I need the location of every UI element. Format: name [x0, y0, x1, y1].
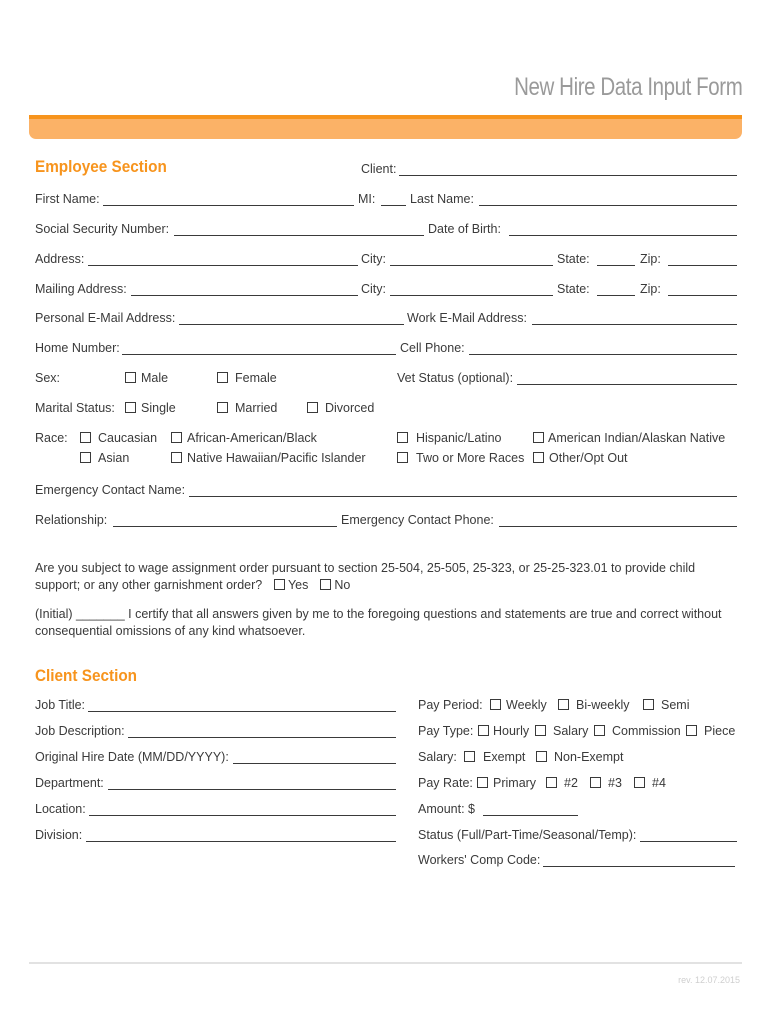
semi-label: Semi: [661, 698, 690, 712]
workers-comp-label: Workers' Comp Code:: [418, 853, 541, 867]
pay-rate-label: Pay Rate:: [418, 776, 473, 790]
garnishment-no-label: No: [334, 578, 351, 592]
male-label: Male: [141, 371, 169, 385]
hourly-label: Hourly: [493, 724, 530, 738]
client-label: Client:: [361, 162, 397, 176]
client-section-heading: Client Section: [35, 666, 138, 685]
other-opt-out-checkbox[interactable]: [533, 452, 544, 463]
biweekly-label: Bi-weekly: [576, 698, 630, 712]
sex-label: Sex:: [35, 371, 61, 385]
footer-divider: [29, 962, 742, 964]
mailing-address-label: Mailing Address:: [35, 282, 127, 296]
biweekly-checkbox[interactable]: [558, 699, 569, 710]
garnishment-no-checkbox[interactable]: [320, 579, 331, 590]
mailing-address-field[interactable]: [131, 295, 358, 296]
dob-field[interactable]: [509, 235, 737, 236]
vet-status-field[interactable]: [517, 384, 737, 385]
workers-comp-field[interactable]: [543, 866, 735, 867]
cell-phone-field[interactable]: [469, 354, 737, 355]
two-or-more-label: Two or More Races: [416, 451, 525, 465]
non-exempt-label: Non-Exempt: [554, 750, 624, 764]
mailing-zip-field[interactable]: [668, 295, 737, 296]
african-american-checkbox[interactable]: [171, 432, 182, 443]
dob-label: Date of Birth:: [428, 222, 501, 236]
state-label: State:: [557, 252, 590, 266]
married-label: Married: [235, 401, 278, 415]
initial-field[interactable]: (Initial) _______: [35, 607, 125, 621]
ssn-label: Social Security Number:: [35, 222, 170, 236]
ssn-field[interactable]: [174, 235, 424, 236]
garnishment-yes-checkbox[interactable]: [274, 579, 285, 590]
employee-section-heading: Employee Section: [35, 157, 167, 176]
vet-status-label: Vet Status (optional):: [397, 371, 514, 385]
city-field[interactable]: [390, 265, 553, 266]
divorced-checkbox[interactable]: [307, 402, 318, 413]
piece-label: Piece: [704, 724, 736, 738]
garnishment-yes-label: Yes: [287, 578, 309, 592]
other-opt-out-label: Other/Opt Out: [549, 451, 628, 465]
home-number-field[interactable]: [122, 354, 396, 355]
relationship-label: Relationship:: [35, 513, 108, 527]
american-indian-label: American Indian/Alaskan Native: [548, 431, 726, 445]
state-field[interactable]: [597, 265, 635, 266]
home-number-label: Home Number:: [35, 341, 120, 355]
first-name-field[interactable]: [103, 205, 354, 206]
mi-field[interactable]: [381, 205, 406, 206]
last-name-label: Last Name:: [410, 192, 474, 206]
address-label: Address:: [35, 252, 85, 266]
exempt-label: Exempt: [483, 750, 526, 764]
address-field[interactable]: [88, 265, 358, 266]
status-label: Status (Full/Part-Time/Seasonal/Temp):: [418, 828, 637, 842]
asian-checkbox[interactable]: [80, 452, 91, 463]
married-checkbox[interactable]: [217, 402, 228, 413]
rate2-label: #2: [564, 776, 578, 790]
rate4-label: #4: [652, 776, 666, 790]
weekly-checkbox[interactable]: [490, 699, 501, 710]
emergency-phone-label: Emergency Contact Phone:: [341, 513, 494, 527]
garnishment-question-text: Are you subject to wage assignment order pursuant to section 25-504, 25-505, 25-323, or 25-25-323.01 to provide child support; or any other garnishment order?: [35, 561, 696, 592]
location-label: Location:: [35, 802, 86, 816]
salary-label: Salary:: [418, 750, 457, 764]
female-checkbox[interactable]: [217, 372, 228, 383]
work-email-label: Work E-Mail Address:: [407, 311, 527, 325]
relationship-field[interactable]: [113, 526, 337, 527]
amount-field[interactable]: [483, 815, 578, 816]
hawaiian-label: Native Hawaiian/Pacific Islander: [187, 451, 366, 465]
american-indian-checkbox[interactable]: [533, 432, 544, 443]
original-hire-date-field[interactable]: [233, 763, 396, 764]
zip-label: Zip:: [640, 252, 661, 266]
hawaiian-checkbox[interactable]: [171, 452, 182, 463]
weekly-label: Weekly: [506, 698, 547, 712]
mailing-city-label: City:: [361, 282, 386, 296]
divorced-label: Divorced: [325, 401, 375, 415]
salary-type-checkbox[interactable]: [535, 725, 546, 736]
personal-email-field[interactable]: [179, 324, 404, 325]
mailing-city-field[interactable]: [390, 295, 553, 296]
caucasian-checkbox[interactable]: [80, 432, 91, 443]
single-checkbox[interactable]: [125, 402, 136, 413]
mailing-zip-label: Zip:: [640, 282, 661, 296]
rate4-checkbox[interactable]: [634, 777, 645, 788]
cell-phone-label: Cell Phone:: [400, 341, 465, 355]
salary-type-label: Salary: [553, 724, 589, 738]
status-field[interactable]: [640, 841, 737, 842]
form-title: New Hire Data Input Form: [513, 73, 742, 101]
client-field[interactable]: [399, 175, 737, 176]
marital-status-label: Marital Status:: [35, 401, 115, 415]
rate3-checkbox[interactable]: [590, 777, 601, 788]
primary-checkbox[interactable]: [477, 777, 488, 788]
rate3-label: #3: [608, 776, 622, 790]
emergency-name-field[interactable]: [189, 496, 737, 497]
race-label: Race:: [35, 431, 68, 445]
department-label: Department:: [35, 776, 104, 790]
male-checkbox[interactable]: [125, 372, 136, 383]
pay-type-label: Pay Type:: [418, 724, 474, 738]
primary-label: Primary: [493, 776, 537, 790]
pay-period-label: Pay Period:: [418, 698, 483, 712]
exempt-checkbox[interactable]: [464, 751, 475, 762]
zip-field[interactable]: [668, 265, 737, 266]
last-name-field[interactable]: [479, 205, 737, 206]
mailing-state-label: State:: [557, 282, 590, 296]
commission-checkbox[interactable]: [594, 725, 605, 736]
emergency-name-label: Emergency Contact Name:: [35, 483, 186, 497]
certification-text: I certify that all answers given by me to the foregoing questions and statements are true and correct without consequential omissions of any kind whatsoever.: [35, 607, 722, 638]
department-field[interactable]: [108, 789, 396, 790]
african-american-label: African-American/Black: [187, 431, 317, 445]
job-title-label: Job Title:: [35, 698, 86, 712]
city-label: City:: [361, 252, 386, 266]
two-or-more-checkbox[interactable]: [397, 452, 408, 463]
rate2-checkbox[interactable]: [546, 777, 557, 788]
division-label: Division:: [35, 828, 83, 842]
job-title-field[interactable]: [88, 711, 396, 712]
hourly-checkbox[interactable]: [478, 725, 489, 736]
female-label: Female: [235, 371, 277, 385]
original-hire-date-label: Original Hire Date (MM/DD/YYYY):: [35, 750, 229, 764]
piece-checkbox[interactable]: [686, 725, 697, 736]
division-field[interactable]: [86, 841, 396, 842]
mailing-state-field[interactable]: [597, 295, 635, 296]
caucasian-label: Caucasian: [98, 431, 158, 445]
semi-checkbox[interactable]: [643, 699, 654, 710]
job-description-field[interactable]: [128, 737, 396, 738]
personal-email-label: Personal E-Mail Address:: [35, 311, 176, 325]
header-bar: [29, 115, 742, 139]
emergency-phone-field[interactable]: [499, 526, 737, 527]
non-exempt-checkbox[interactable]: [536, 751, 547, 762]
certification: [35, 606, 735, 640]
garnishment-question: [35, 560, 731, 594]
amount-label: Amount: $: [418, 802, 475, 816]
hispanic-label: Hispanic/Latino: [416, 431, 502, 445]
location-field[interactable]: [89, 815, 396, 816]
asian-label: Asian: [98, 451, 130, 465]
hispanic-checkbox[interactable]: [397, 432, 408, 443]
job-description-label: Job Description:: [35, 724, 125, 738]
revision-label: rev. 12.07.2015: [678, 975, 740, 985]
work-email-field[interactable]: [532, 324, 737, 325]
single-label: Single: [141, 401, 176, 415]
first-name-label: First Name:: [35, 192, 100, 206]
commission-label: Commission: [612, 724, 681, 738]
mi-label: MI:: [358, 192, 376, 206]
